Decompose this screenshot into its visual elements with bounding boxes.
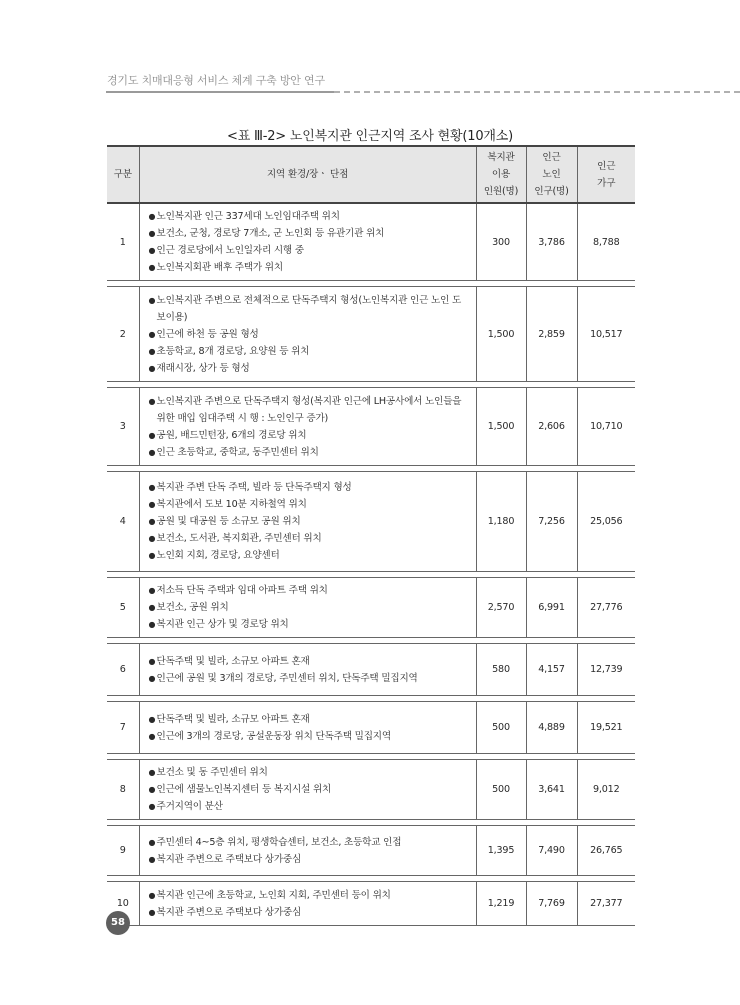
row-description [139,644,476,696]
bullet-icon: ● [148,329,156,339]
bullet-icon: ● [148,714,156,724]
header-elderly-line: 인근 [542,152,561,163]
table-row [107,760,635,820]
cell-households: 9,012 [577,760,635,820]
running-header: 경기도 치매대응형 서비스 체계 구축 방안 연구 [107,74,325,87]
header-region: 지역 환경/장ㆍ 단점 [139,146,476,203]
cell-households: 19,521 [577,702,635,754]
table-header-row [107,146,635,203]
bullet-icon: ● [148,500,156,509]
bullet-icon: ● [148,907,156,917]
bullet-item [149,887,470,904]
bullet-icon: ● [148,731,156,741]
bullet-icon: ● [148,768,156,777]
bullet-item [149,427,470,444]
bullet-icon: ● [148,483,156,492]
cell-households: 10,710 [577,388,635,466]
bullet-text: 복지관 인근에 초등학교, 노인회 지회, 주민센터 등이 위치 [156,889,391,901]
bullet-icon: ● [148,295,156,305]
bullet-text: 보건소 및 동 주민센터 위치 [156,767,268,778]
row-index: 3 [107,388,139,466]
bullet-text: 인근 경로당에서 노인일자리 시행 중 [156,245,304,256]
bullet-icon: ● [148,246,156,255]
bullet-item [149,670,470,687]
table-row [107,882,635,926]
survey-table [107,145,635,926]
row-description [139,578,476,638]
bullet-text: 복지관 주변으로 주택보다 상가중심 [156,853,302,865]
cell-users: 500 [476,702,526,754]
row-description [139,882,476,926]
row-index: 2 [107,287,139,382]
bullet-text: 인근에 샘물노인복지센터 등 복지시설 위치 [156,784,332,795]
bullet-text: 공원, 배드민턴장, 6개의 경로당 위치 [156,429,307,441]
header-users-line: 인원(명) [483,186,519,197]
bullet-icon: ● [148,212,156,221]
cell-users: 2,570 [476,578,526,638]
bullet-text: 단독주택 및 빌라, 소규모 아파트 혼재 [156,655,310,667]
bullet-item [149,496,470,513]
cell-households: 27,776 [577,578,635,638]
cell-users: 1,219 [476,882,526,926]
header-households-line: 인근 [597,160,616,172]
bullet-icon: ● [148,346,156,356]
bullet-icon: ● [148,534,156,543]
cell-elderly: 7,490 [526,826,577,876]
bullet-item [149,851,470,868]
bullet-icon: ● [148,229,156,238]
bullet-text: 노인복지관 주변으로 단독주택지 형성(복지관 인근에 LH공사에서 노인들을 위한 매입 임대주택 시 행 : 노인인구 증가) [156,395,462,424]
row-description [139,388,476,466]
header-households-line: 가구 [597,177,616,189]
row-description [139,702,476,754]
bullet-text: 노인복지관 인근 337세대 노인임대주택 위치 [156,211,340,222]
row-description [139,287,476,382]
cell-users: 580 [476,644,526,696]
header-rule-dashed [334,91,740,93]
bullet-text: 인근에 3개의 경로당, 공설운동장 위치 단독주택 밀집지역 [156,730,391,742]
bullet-item [149,242,470,259]
cell-users: 1,500 [476,287,526,382]
bullet-item [149,653,470,670]
row-description [139,203,476,281]
bullet-item [149,711,470,728]
cell-households: 8,788 [577,203,635,281]
bullet-text: 인근에 하천 등 공원 형성 [156,328,259,340]
table-row [107,578,635,638]
bullet-icon: ● [148,517,156,526]
cell-households: 25,056 [577,472,635,572]
page-number: 58 [106,911,130,935]
cell-elderly: 3,786 [526,203,577,281]
bullet-icon: ● [148,673,156,683]
row-index: 6 [107,644,139,696]
bullet-icon: ● [148,854,156,864]
bullet-text: 주민센터 4~5층 위치, 평생학습센터, 보건소, 초등학교 인접 [156,836,402,848]
bullet-text: 인근 초등학교, 중학교, 동주민센터 위치 [156,446,319,458]
bullet-item [149,360,470,377]
bullet-item [149,292,470,326]
table-row [107,644,635,696]
bullet-text: 보건소, 도서관, 복지회관, 주민센터 위치 [156,533,322,544]
bullet-item [149,599,470,616]
header-elderly-line: 인구(명) [534,186,569,197]
bullet-item [149,834,470,851]
table-row [107,826,635,876]
row-description [139,472,476,572]
bullet-item [149,326,470,343]
bullet-item [149,513,470,530]
bullet-item [149,259,470,276]
cell-users: 1,180 [476,472,526,572]
table-row [107,388,635,466]
bullet-text: 노인회 지회, 경로당, 요양센터 [156,550,280,561]
row-index: 1 [107,203,139,281]
bullet-item [149,798,470,815]
header-households [577,146,635,203]
cell-elderly: 7,769 [526,882,577,926]
cell-households: 27,377 [577,882,635,926]
bullet-icon: ● [148,620,156,629]
bullet-icon: ● [148,837,156,847]
cell-users: 500 [476,760,526,820]
cell-elderly: 4,889 [526,702,577,754]
bullet-text: 초등학교, 8개 경로당, 요양원 등 위치 [156,345,310,357]
header-users-line: 이용 [491,169,511,180]
bullet-text: 재래시장, 상가 등 형성 [156,362,250,374]
table-row [107,472,635,572]
table-row [107,702,635,754]
cell-elderly: 4,157 [526,644,577,696]
bullet-item [149,582,470,599]
bullet-icon: ● [148,785,156,794]
bullet-icon: ● [148,890,156,900]
row-index: 4 [107,472,139,572]
bullet-icon: ● [148,363,156,373]
bullet-item [149,616,470,633]
row-index: 10 [107,882,139,926]
bullet-icon: ● [148,802,156,811]
bullet-icon: ● [148,656,156,666]
table-title: <표 Ⅲ-2> 노인복지관 인근지역 조사 현황(10개소) [227,129,513,144]
bullet-item [149,530,470,547]
bullet-text: 공원 및 대공원 등 소규모 공원 위치 [156,516,301,527]
bullet-item [149,728,470,745]
cell-elderly: 3,641 [526,760,577,820]
bullet-text: 복지관 주변 단독 주택, 빌라 등 단독주택지 형성 [156,482,352,493]
cell-elderly: 7,256 [526,472,577,572]
bullet-item [149,547,470,564]
bullet-text: 단독주택 및 빌라, 소규모 아파트 혼재 [156,713,310,725]
bullet-icon: ● [148,586,156,595]
cell-households: 10,517 [577,287,635,382]
table-row [107,203,635,281]
bullet-item [149,904,470,921]
bullet-text: 복지관에서 도보 10분 지하철역 위치 [156,499,307,510]
header-gubun: 구분 [107,146,139,203]
header-elderly-line: 노인 [542,169,561,180]
bullet-item [149,225,470,242]
row-index: 7 [107,702,139,754]
bullet-item [149,343,470,360]
row-description [139,826,476,876]
bullet-icon: ● [148,263,156,272]
bullet-text: 보건소, 공원 위치 [156,602,229,613]
bullet-item [149,444,470,461]
cell-users: 1,395 [476,826,526,876]
bullet-text: 보건소, 군청, 경로당 7개소, 군 노인회 등 유관기관 위치 [156,228,385,239]
header-elderly [526,146,577,203]
bullet-item [149,781,470,798]
bullet-icon: ● [148,603,156,612]
cell-elderly: 2,859 [526,287,577,382]
bullet-text: 복지관 주변으로 주택보다 상가중심 [156,906,302,918]
cell-users: 300 [476,203,526,281]
cell-households: 12,739 [577,644,635,696]
bullet-text: 인근에 공원 및 3개의 경로당, 주민센터 위치, 단독주택 밀집지역 [156,672,418,684]
bullet-item [149,208,470,225]
table-row [107,287,635,382]
row-index: 8 [107,760,139,820]
bullet-text: 주거지역이 분산 [156,801,223,812]
table-body [107,203,635,926]
row-index: 9 [107,826,139,876]
bullet-text: 저소득 단독 주택과 임대 아파트 주택 위치 [156,585,328,596]
header-rule [106,91,334,93]
bullet-text: 복지관 인근 상가 및 경로당 위치 [156,619,289,630]
cell-users: 1,500 [476,388,526,466]
bullet-text: 노인복지관 주변으로 전체적으로 단독주택지 형성(노인복지관 인근 노인 도보이용) [156,294,462,323]
bullet-icon: ● [148,551,156,560]
bullet-icon: ● [148,396,156,406]
cell-elderly: 2,606 [526,388,577,466]
bullet-item [149,479,470,496]
bullet-item [149,393,470,427]
cell-households: 26,765 [577,826,635,876]
header-users-line: 복지관 [487,152,515,163]
header-users [476,146,526,203]
bullet-item [149,764,470,781]
bullet-text: 노인복지회관 배후 주택가 위치 [156,262,283,273]
cell-elderly: 6,991 [526,578,577,638]
row-index: 5 [107,578,139,638]
row-description [139,760,476,820]
bullet-icon: ● [148,447,156,457]
bullet-icon: ● [148,430,156,440]
